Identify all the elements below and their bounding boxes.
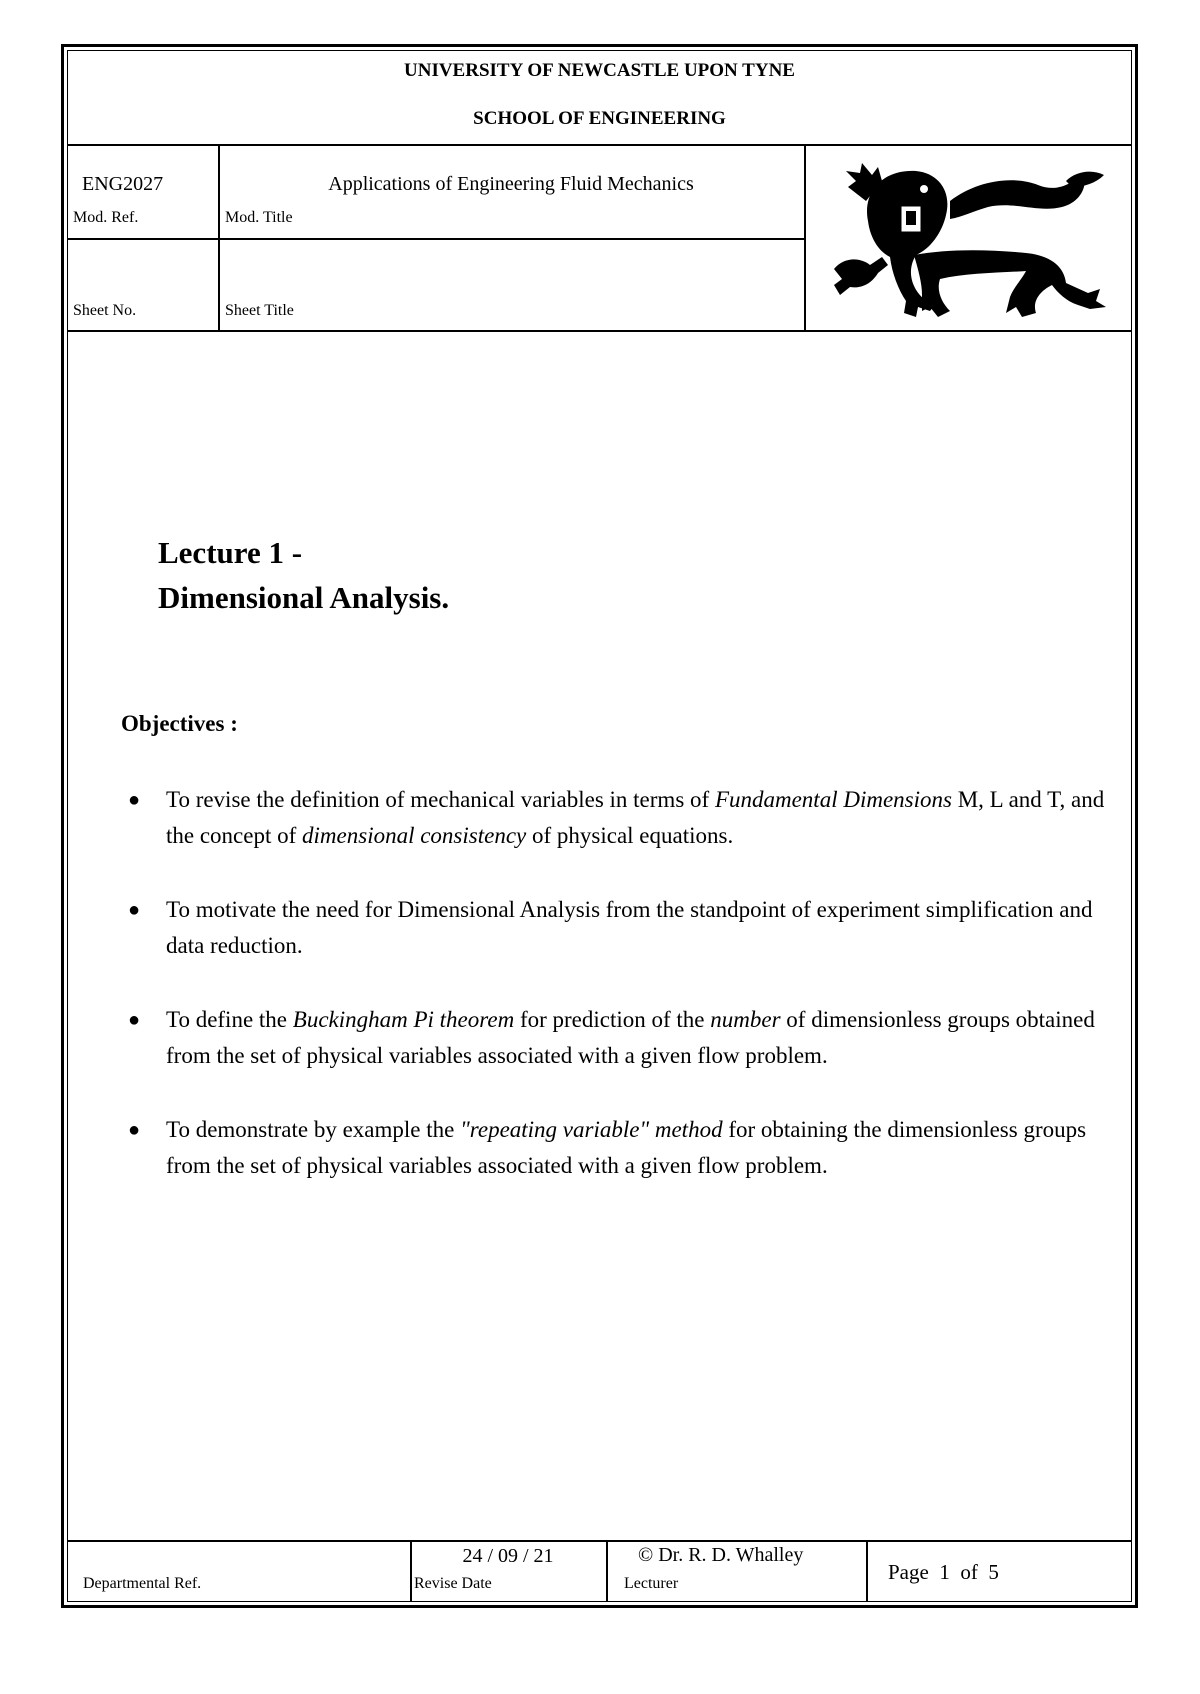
lecture-title	[158, 530, 449, 620]
sheet-no-label: Sheet No.	[73, 302, 137, 319]
lion-crest-icon	[826, 161, 1110, 321]
objective-text: of physical equations.	[526, 823, 734, 848]
objective-item	[122, 782, 1112, 854]
objective-text: for prediction of the	[514, 1007, 711, 1032]
lecture-title-line1: Lecture 1 -	[158, 535, 303, 570]
page-indicator	[888, 1560, 999, 1585]
page-number: 1	[939, 1560, 950, 1584]
bullet-icon: ●	[128, 899, 141, 921]
revise-date-value: 24 / 09 / 21	[462, 1545, 554, 1567]
objective-text: for obtaining the dimensionless groups from the set of physical variables associated with a given flow problem.	[166, 1117, 1087, 1178]
of-word: of	[960, 1560, 978, 1584]
departmental-ref-label: Departmental Ref.	[83, 1575, 202, 1592]
bullet-icon: ●	[128, 1009, 141, 1031]
module-ref-value: ENG2027	[82, 173, 164, 195]
lecturer-value: © Dr. R. D. Whalley	[638, 1544, 804, 1566]
footer-divider-3	[866, 1540, 868, 1602]
objective-text: To motivate the need for Dimensional Analysis from the standpoint of experiment simplification and data reduction.	[166, 897, 1093, 958]
module-title-label: Mod. Title	[225, 209, 293, 226]
footer-divider	[67, 1540, 1132, 1542]
revise-date-label: Revise Date	[414, 1575, 492, 1592]
objective-emphasis: "repeating variable" method	[460, 1117, 723, 1142]
page-total: 5	[988, 1560, 999, 1584]
objective-text: M, L and T, and the concept of	[166, 787, 1105, 848]
module-divider	[67, 238, 805, 240]
bullet-icon: ●	[128, 789, 141, 811]
objective-emphasis: number	[710, 1007, 781, 1032]
objective-emphasis: dimensional consistency	[302, 823, 527, 848]
objective-item	[122, 892, 1112, 964]
objectives-heading: Objectives :	[121, 711, 238, 736]
objective-item	[122, 1112, 1112, 1184]
info-bottom-divider	[67, 330, 1132, 332]
objective-text: of dimensionless groups obtained from the set of physical variables associated with a given flow problem.	[166, 1007, 1095, 1068]
header-divider	[67, 144, 1132, 146]
objective-item	[122, 1002, 1112, 1074]
objectives-list	[122, 782, 1112, 1222]
bullet-icon: ●	[128, 1119, 141, 1141]
school-name: SCHOOL OF ENGINEERING	[473, 108, 726, 129]
objective-text: To revise the definition of mechanical variables in terms of	[166, 787, 715, 812]
objective-text: To define the	[166, 1007, 293, 1032]
page-word: Page	[888, 1560, 929, 1584]
module-ref-label: Mod. Ref.	[73, 209, 139, 226]
lecturer-label: Lecturer	[624, 1575, 679, 1592]
footer-divider-2	[606, 1540, 608, 1602]
lecture-title-line2: Dimensional Analysis.	[158, 580, 450, 615]
university-name: UNIVERSITY OF NEWCASTLE UPON TYNE	[404, 60, 795, 81]
objective-emphasis: Buckingham Pi theorem	[292, 1007, 515, 1032]
objective-text: To demonstrate by example the	[166, 1117, 461, 1142]
module-title-value: Applications of Engineering Fluid Mechanics	[328, 173, 694, 195]
sheet-title-label: Sheet Title	[225, 302, 294, 319]
objective-emphasis: Fundamental Dimensions	[714, 787, 952, 812]
